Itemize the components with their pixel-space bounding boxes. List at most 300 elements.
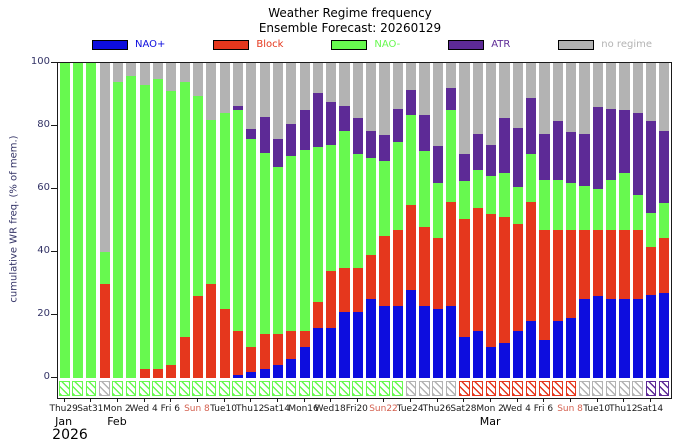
bar-day-2026-03-01: [471, 63, 484, 378]
x-tick-thu12: [250, 398, 251, 402]
bar-segment-atr: [633, 113, 643, 195]
bar-segment-nao: [539, 180, 549, 230]
bar-segment-nao: [366, 158, 376, 256]
x-tick-sat28: [463, 398, 464, 402]
stacked-bar: [300, 63, 310, 378]
hatch-slot: [498, 381, 511, 396]
chart-subtitle: Ensemble Forecast: 20260129: [258, 21, 442, 35]
bar-segment-nao: [286, 359, 296, 378]
bar-segment-nao: [260, 369, 270, 378]
bar-segment-atr: [606, 109, 616, 180]
stacked-bar: [473, 63, 483, 378]
bar-day-2026-03-15: [658, 63, 671, 378]
bar-day-2026-02-25: [418, 63, 431, 378]
stacked-bar: [486, 63, 496, 378]
bar-day-2026-02-17: [311, 63, 324, 378]
bar-segment-nao: [246, 139, 256, 347]
bar-segment-atr: [619, 110, 629, 173]
bar-segment-atr: [579, 134, 589, 186]
x-tick-tue10: [224, 398, 225, 402]
stacked-bar: [579, 63, 589, 378]
x-tick-fri-6: [170, 398, 171, 402]
bar-segment-atr: [513, 128, 523, 188]
bar-day-2026-02-11: [231, 63, 244, 378]
bar-day-2026-02-15: [285, 63, 298, 378]
hatch-box-nao: [286, 381, 297, 396]
hatch-slot: [218, 381, 231, 396]
bar-segment-atr: [379, 135, 389, 160]
hatch-slot: [365, 381, 378, 396]
y-axis-label: cumulative WR freq. (% of mem.): [8, 135, 20, 303]
x-tick-label-sat14: Sat14: [636, 404, 664, 414]
hatch-box-block: [499, 381, 510, 396]
bar-day-2026-02-21: [365, 63, 378, 378]
bar-segment-nao: [339, 312, 349, 378]
bar-day-2026-02-09: [205, 63, 218, 378]
bar-day-2026-02-19: [338, 63, 351, 378]
bar-segment-block: [100, 284, 110, 379]
bar-segment-nao: [593, 296, 603, 378]
stacked-bar: [220, 63, 230, 378]
control-regime-hatch-row: [58, 381, 671, 396]
bar-segment-no-regime: [526, 63, 536, 98]
bar-segment-atr: [246, 129, 256, 138]
bar-segment-nao: [393, 306, 403, 378]
bar-day-2026-01-30: [71, 63, 84, 378]
hatch-box-nao: [299, 381, 310, 396]
stacked-bar: [339, 63, 349, 378]
bar-day-2026-02-12: [245, 63, 258, 378]
bar-segment-nao: [326, 328, 336, 378]
bar-day-2026-02-08: [191, 63, 204, 378]
stacked-bar: [193, 63, 203, 378]
stacked-bar: [73, 63, 83, 378]
legend-label-block: Block: [256, 39, 284, 50]
bar-segment-block: [286, 331, 296, 359]
bar-segment-no-regime: [300, 63, 310, 110]
stacked-bar: [60, 63, 70, 378]
x-tick-fri-6: [543, 398, 544, 402]
y-tick-label-100: 100: [30, 56, 50, 67]
hatch-slot: [338, 381, 351, 396]
bar-segment-block: [593, 230, 603, 296]
bar-segment-no-regime: [113, 63, 123, 82]
hatch-slot: [138, 381, 151, 396]
hatch-slot: [564, 381, 577, 396]
month-label-jan: Jan: [55, 415, 73, 428]
bar-segment-nao: [233, 110, 243, 331]
bar-segment-nao: [419, 151, 429, 227]
bar-segment-nao: [60, 63, 70, 378]
bar-day-2026-03-11: [604, 63, 617, 378]
bar-segment-atr: [486, 145, 496, 177]
legend-label-atr: ATR: [491, 39, 511, 50]
x-tick-label-mon-2: Mon 2: [103, 404, 131, 414]
stacked-bar: [313, 63, 323, 378]
stacked-bar: [513, 63, 523, 378]
bar-segment-nao: [220, 113, 230, 308]
bar-day-2026-03-10: [591, 63, 604, 378]
bar-segment-block: [273, 334, 283, 366]
bar-segment-nao: [606, 299, 616, 378]
x-tick-sun-8: [197, 398, 198, 402]
bar-segment-nao: [526, 321, 536, 378]
bar-segment-nao: [233, 375, 243, 378]
hatch-slot: [431, 381, 444, 396]
bar-day-2026-03-08: [564, 63, 577, 378]
bar-segment-block: [406, 205, 416, 290]
bar-segment-nao: [633, 299, 643, 378]
chart-title: Weather Regime frequency: [268, 6, 432, 20]
x-tick-wed-4: [517, 398, 518, 402]
bar-segment-nao: [566, 318, 576, 378]
hatch-box-nao: [139, 381, 150, 396]
x-tick-label-sun-8: Sun 8: [557, 404, 583, 414]
x-tick-thu12: [623, 398, 624, 402]
stacked-bar: [459, 63, 469, 378]
x-tick-thu29: [64, 398, 65, 402]
bar-segment-nao: [193, 96, 203, 296]
x-tick-sat14: [650, 398, 651, 402]
hatch-box-block: [566, 381, 577, 396]
bar-segment-no-regime: [606, 63, 616, 109]
x-tick-tue10: [597, 398, 598, 402]
bar-day-2026-03-14: [644, 63, 657, 378]
bar-segment-nao: [353, 312, 363, 378]
bar-day-2026-02-07: [178, 63, 191, 378]
bar-segment-atr: [300, 110, 310, 149]
bar-segment-block: [473, 208, 483, 331]
bar-segment-atr: [526, 98, 536, 155]
x-tick-label-thu12: Thu12: [236, 404, 265, 414]
hatch-box-nao: [339, 381, 350, 396]
bar-segment-block: [180, 337, 190, 378]
bar-segment-no-regime: [286, 63, 296, 124]
stacked-bar: [593, 63, 603, 378]
legend-swatch-no-regime: [558, 40, 594, 50]
x-tick-label-thu26: Thu26: [422, 404, 451, 414]
bar-segment-nao: [446, 306, 456, 378]
bar-segment-nao: [499, 173, 509, 217]
bar-segment-nao: [313, 328, 323, 378]
x-tick-label-sun-8: Sun 8: [184, 404, 210, 414]
bar-segment-nao: [393, 142, 403, 230]
hatch-slot: [325, 381, 338, 396]
bar-segment-block: [433, 238, 443, 309]
hatch-slot: [405, 381, 418, 396]
bar-segment-no-regime: [406, 63, 416, 90]
hatch-box-nao: [259, 381, 270, 396]
bar-segment-atr: [326, 102, 336, 145]
bar-segment-atr: [260, 117, 270, 153]
bar-day-2026-03-03: [498, 63, 511, 378]
bar-segment-nao: [433, 183, 443, 238]
bar-day-2026-02-23: [391, 63, 404, 378]
hatch-slot: [378, 381, 391, 396]
x-tick-label-thu29: Thu29: [49, 404, 78, 414]
bar-segment-nao: [379, 306, 389, 378]
bar-segment-nao: [579, 299, 589, 378]
bar-segment-nao: [113, 82, 123, 378]
bar-segment-atr: [593, 107, 603, 189]
x-tick-fri20: [357, 398, 358, 402]
hatch-slot: [98, 381, 111, 396]
bar-day-2026-03-02: [485, 63, 498, 378]
bar-segment-block: [499, 217, 509, 343]
bar-segment-atr: [433, 146, 443, 182]
legend-item-nao: [331, 40, 400, 50]
bar-segment-nao: [646, 213, 656, 248]
hatch-box-nao: [352, 381, 363, 396]
hatch-slot: [418, 381, 431, 396]
bar-segment-nao: [273, 167, 283, 334]
stacked-bar: [393, 63, 403, 378]
x-tick-label-sun22: Sun22: [369, 404, 398, 414]
x-tick-mon-2: [117, 398, 118, 402]
bar-segment-nao: [166, 91, 176, 365]
bar-segment-nao: [473, 331, 483, 378]
hatch-box-block: [512, 381, 523, 396]
bar-day-2026-02-13: [258, 63, 271, 378]
hatch-box-nao: [246, 381, 257, 396]
hatch-box-nao: [192, 381, 203, 396]
hatch-slot: [151, 381, 164, 396]
bar-segment-nao: [153, 79, 163, 369]
bar-segment-no-regime: [166, 63, 176, 91]
hatch-slot: [524, 381, 537, 396]
bar-segment-block: [260, 334, 270, 369]
bar-segment-nao: [286, 156, 296, 331]
month-label-mar: Mar: [479, 415, 501, 428]
bar-segment-nao: [180, 82, 190, 337]
bar-segment-no-regime: [419, 63, 429, 115]
hatch-slot: [511, 381, 524, 396]
y-tick-label-80: 80: [37, 119, 50, 130]
bar-segment-nao: [553, 321, 563, 378]
bar-segment-nao: [619, 299, 629, 378]
hatch-slot: [71, 381, 84, 396]
hatch-box-no-regime: [606, 381, 617, 396]
hatch-box-no-regime: [619, 381, 630, 396]
bar-day-2026-02-02: [111, 63, 124, 378]
plot-area: [57, 62, 672, 399]
x-tick-label-mon16: Mon16: [288, 404, 319, 414]
stacked-bar: [153, 63, 163, 378]
hatch-box-no-regime: [446, 381, 457, 396]
legend-swatch-block: [213, 40, 249, 50]
bar-segment-block: [646, 247, 656, 294]
bar-segment-atr: [446, 88, 456, 110]
hatch-box-block: [552, 381, 563, 396]
hatch-slot: [111, 381, 124, 396]
legend-item-block: [213, 40, 283, 50]
hatch-box-nao: [219, 381, 230, 396]
bar-segment-block: [513, 224, 523, 331]
bar-segment-no-regime: [233, 63, 243, 106]
stacked-bar: [166, 63, 176, 378]
bar-segment-atr: [566, 132, 576, 182]
bar-segment-block: [553, 230, 563, 321]
bar-segment-block: [379, 236, 389, 305]
bar-segment-nao: [273, 365, 283, 378]
bar-day-2026-03-09: [578, 63, 591, 378]
bar-segment-block: [193, 296, 203, 378]
bar-segment-nao: [419, 306, 429, 378]
bar-segment-no-regime: [446, 63, 456, 88]
bar-segment-nao: [633, 195, 643, 230]
x-tick-label-tue10: Tue10: [583, 404, 611, 414]
legend-label-nao: NAO-: [374, 39, 401, 50]
bar-segment-block: [539, 230, 549, 340]
hatch-box-no-regime: [406, 381, 417, 396]
stacked-bar: [553, 63, 563, 378]
stacked-bar: [499, 63, 509, 378]
bar-segment-no-regime: [553, 63, 563, 121]
stacked-bars: [58, 63, 671, 378]
bar-segment-nao: [659, 203, 669, 238]
hatch-box-block: [472, 381, 483, 396]
bar-segment-atr: [473, 134, 483, 170]
hatch-slot: [191, 381, 204, 396]
bar-day-2026-02-03: [125, 63, 138, 378]
x-tick-label-tue24: Tue24: [396, 404, 424, 414]
hatch-box-nao: [232, 381, 243, 396]
x-tick-mon16: [304, 398, 305, 402]
bar-segment-atr: [553, 121, 563, 179]
bar-segment-nao: [140, 85, 150, 369]
bar-day-2026-01-31: [85, 63, 98, 378]
bar-segment-nao: [406, 115, 416, 205]
bar-day-2026-02-24: [405, 63, 418, 378]
stacked-bar: [273, 63, 283, 378]
hatch-box-no-regime: [592, 381, 603, 396]
bar-segment-block: [526, 202, 536, 322]
bar-segment-nao: [446, 110, 456, 201]
x-tick-tue24: [410, 398, 411, 402]
hatch-box-nao: [312, 381, 323, 396]
legend: [92, 38, 652, 52]
stacked-bar: [406, 63, 416, 378]
x-tick-mon-2: [490, 398, 491, 402]
bar-segment-nao: [659, 293, 669, 378]
hatch-slot: [231, 381, 244, 396]
bar-segment-atr: [659, 131, 669, 203]
hatch-slot: [458, 381, 471, 396]
y-tick-label-20: 20: [37, 308, 50, 319]
y-tick-label-60: 60: [37, 182, 50, 193]
bar-day-2026-02-04: [138, 63, 151, 378]
bar-segment-no-regime: [459, 63, 469, 154]
hatch-slot: [298, 381, 311, 396]
stacked-bar: [86, 63, 96, 378]
stacked-bar: [539, 63, 549, 378]
stacked-bar: [659, 63, 669, 378]
bar-segment-atr: [419, 115, 429, 151]
bar-day-2026-03-05: [524, 63, 537, 378]
bar-day-2026-03-06: [538, 63, 551, 378]
bar-day-2026-02-28: [458, 63, 471, 378]
x-tick-label-mon-2: Mon 2: [476, 404, 504, 414]
bar-segment-no-regime: [499, 63, 509, 118]
hatch-slot: [471, 381, 484, 396]
bar-segment-block: [246, 347, 256, 372]
bar-segment-block: [606, 230, 616, 299]
bar-segment-no-regime: [579, 63, 589, 134]
bar-day-2026-01-29: [58, 63, 71, 378]
legend-item-atr: [448, 40, 510, 50]
bar-segment-no-regime: [379, 63, 389, 135]
hatch-box-nao: [152, 381, 163, 396]
bar-segment-block: [566, 230, 576, 318]
bar-segment-nao: [326, 145, 336, 271]
hatch-box-block: [526, 381, 537, 396]
bar-day-2026-03-12: [618, 63, 631, 378]
bar-segment-nao: [539, 340, 549, 378]
y-tick-80: [51, 125, 57, 126]
hatch-slot: [551, 381, 564, 396]
bar-segment-no-regime: [473, 63, 483, 134]
bar-segment-no-regime: [593, 63, 603, 107]
hatch-slot: [644, 381, 657, 396]
x-tick-thu26: [437, 398, 438, 402]
hatch-box-nao: [326, 381, 337, 396]
bar-segment-no-regime: [619, 63, 629, 110]
bar-segment-no-regime: [659, 63, 669, 131]
bar-segment-block: [300, 331, 310, 347]
bar-segment-block: [326, 271, 336, 328]
bar-segment-block: [579, 230, 589, 299]
bar-segment-nao: [379, 161, 389, 237]
hatch-slot: [271, 381, 284, 396]
bar-segment-block: [659, 238, 669, 293]
bar-segment-nao: [606, 180, 616, 230]
legend-label-nao: NAO+: [135, 39, 166, 50]
hatch-slot: [85, 381, 98, 396]
hatch-slot: [618, 381, 631, 396]
hatch-box-atr: [659, 381, 670, 396]
stacked-bar: [100, 63, 110, 378]
stacked-bar: [233, 63, 243, 378]
hatch-slot: [485, 381, 498, 396]
hatch-slot: [445, 381, 458, 396]
bar-day-2026-02-27: [445, 63, 458, 378]
x-tick-label-fri20: Fri20: [345, 404, 368, 414]
x-tick-sat14: [277, 398, 278, 402]
hatch-box-no-regime: [99, 381, 110, 396]
hatch-box-nao: [166, 381, 177, 396]
bar-segment-no-regime: [153, 63, 163, 79]
hatch-slot: [391, 381, 404, 396]
bar-day-2026-02-10: [218, 63, 231, 378]
bar-segment-atr: [393, 109, 403, 142]
x-tick-sun22: [383, 398, 384, 402]
stacked-bar: [526, 63, 536, 378]
bar-segment-no-regime: [633, 63, 643, 113]
stacked-bar: [286, 63, 296, 378]
bar-segment-block: [339, 268, 349, 312]
bar-segment-atr: [406, 90, 416, 115]
bar-day-2026-02-18: [325, 63, 338, 378]
bar-segment-block: [366, 255, 376, 299]
stacked-bar: [260, 63, 270, 378]
bar-segment-atr: [459, 154, 469, 181]
bar-segment-block: [633, 230, 643, 299]
bar-segment-nao: [459, 181, 469, 219]
year-label: 2026: [52, 427, 88, 443]
bar-segment-atr: [499, 118, 509, 173]
bar-segment-no-regime: [273, 63, 283, 139]
bar-day-2026-02-05: [151, 63, 164, 378]
